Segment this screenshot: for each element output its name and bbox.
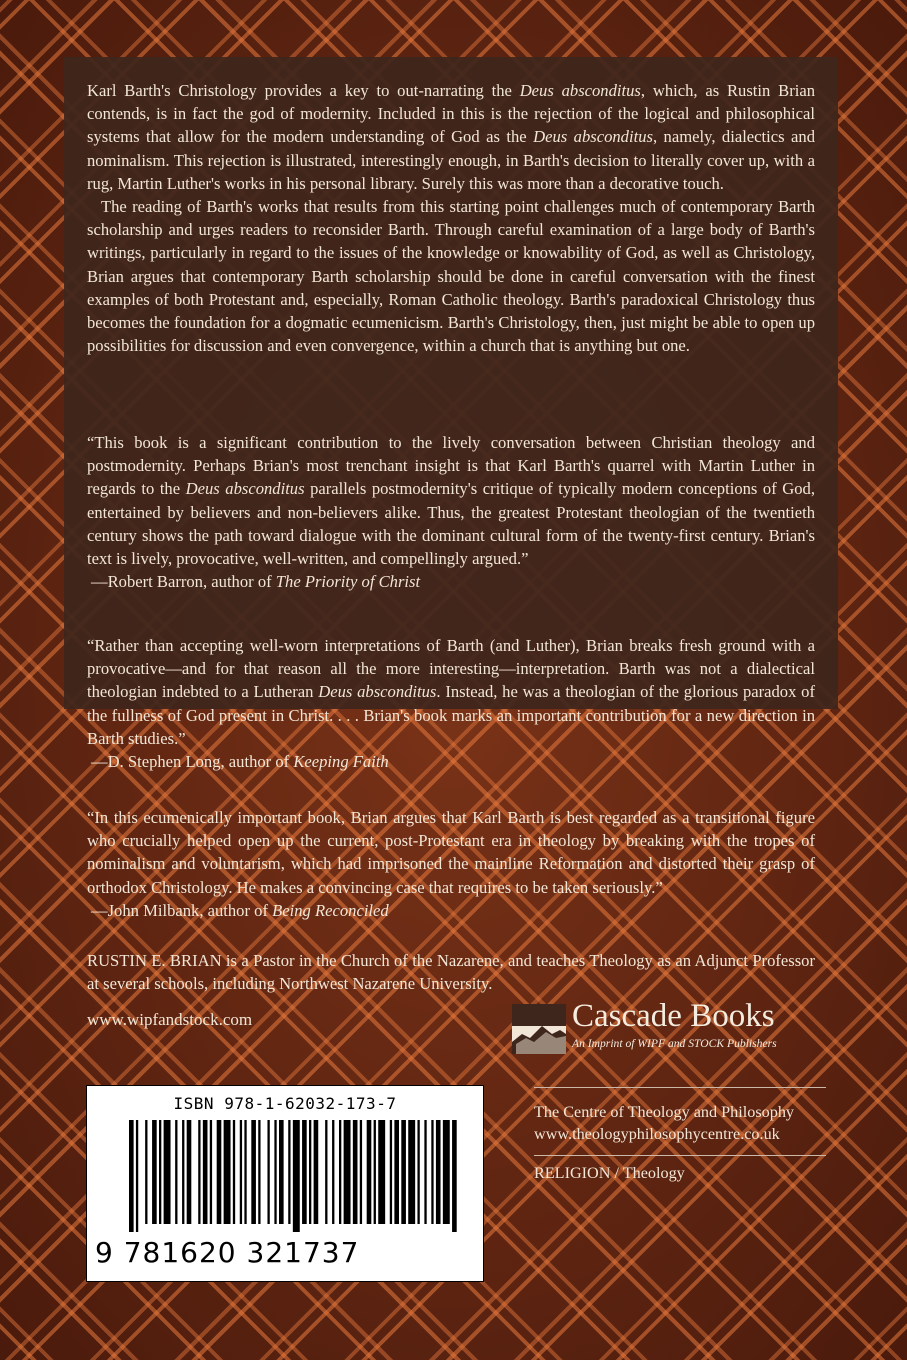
- barcode-bar: [217, 1120, 222, 1224]
- barcode-bar: [152, 1120, 157, 1224]
- barcode-bar: [136, 1120, 138, 1232]
- barcode-bar: [401, 1120, 406, 1224]
- barcode-bar: [339, 1120, 341, 1224]
- endorsement-author: —Robert Barron, author of The Priority of Christ: [91, 572, 421, 592]
- barcode-bar: [309, 1120, 311, 1224]
- barcode-bar: [233, 1120, 235, 1224]
- barcode-bar: [408, 1120, 415, 1224]
- barcode-bar: [288, 1120, 290, 1224]
- endorsement-quote: “In this ecumenically important book, Brian argues that Karl Barth is best regarded as a transitional figure who crucially helped open up the current, post-Protestant era in theology by breaking with the tropes of nominalism and voluntarism, which had imprisoned the mainline Reformation and distorted their grasp of orthodox Christology. He makes a convincing case that requires to be taken seriously.”: [87, 808, 815, 897]
- centre-info: [534, 1101, 794, 1145]
- barcode-bar: [175, 1120, 177, 1224]
- barcode-bar: [390, 1120, 392, 1224]
- barcode-bar: [360, 1120, 362, 1224]
- barcode-bar: [203, 1120, 208, 1224]
- barcode-bar: [293, 1120, 300, 1232]
- barcode-bar: [394, 1120, 399, 1224]
- endorsement-2: [87, 634, 815, 773]
- endorsement-3: [87, 806, 815, 922]
- publisher-name: Cascade Books: [572, 998, 775, 1034]
- endorsement-quote: “Rather than accepting well-worn interpretations of Barth (and Luther), Brian breaks fresh ground with a provocative—and for that reason all the more interesting—interpretation. Barth was not a dialectical theologian indebted to a Lutheran Deus absconditus. Instead, he was a theologian of the glorious paradox of the fullness of God present in Christ. . . . Brian's book marks an important contribution for a new direction in Barth studies.”: [87, 636, 815, 748]
- divider: [534, 1155, 826, 1156]
- barcode-bar: [314, 1120, 319, 1224]
- barcode-bar: [367, 1120, 372, 1224]
- barcode-bars: [129, 1120, 459, 1232]
- barcode-bar: [279, 1120, 284, 1224]
- mountain-icon: [512, 1004, 566, 1054]
- barcode-bar: [443, 1120, 450, 1224]
- barcode-bar: [436, 1120, 441, 1224]
- endorsement-quote: “This book is a significant contribution to the lively conversation between Christian theology and postmodernity. Perhaps Brian's most trenchant insight is that Karl Barth's quarrel with Martin Luther in regards to the Deus absconditus parallels postmodernity's critique of typically modern conceptions of God, entertained by believers and non-believers alike. Thus, the greatest Protestant theologian of the twentieth century shows the path toward dialogue with the dominant cultural form of the twenty-first century. Brian's text is lively, provocative, well-written, and compellingly argued.”: [87, 433, 816, 569]
- barcode-bar: [431, 1120, 433, 1224]
- barcode-bar: [325, 1120, 327, 1224]
- barcode-bar: [374, 1120, 376, 1224]
- centre-url[interactable]: www.theologyphilosophycentre.co.uk: [534, 1125, 780, 1143]
- barcode-bar: [353, 1120, 358, 1224]
- publisher-imprint: An Imprint of WIPF and STOCK Publishers: [572, 1037, 777, 1050]
- barcode-bar: [424, 1120, 426, 1224]
- publisher-website[interactable]: www.wipfandstock.com: [87, 1010, 253, 1029]
- endorsement-1: [87, 431, 815, 593]
- barcode-bar: [210, 1120, 212, 1224]
- divider: [534, 1087, 826, 1088]
- barcode-bar: [378, 1120, 385, 1224]
- blurb: [87, 79, 815, 357]
- barcode-bar: [198, 1120, 200, 1224]
- publisher-logo: [512, 998, 830, 1058]
- barcode-bar: [164, 1120, 171, 1224]
- barcode-bar: [182, 1120, 184, 1224]
- barcode-bar: [274, 1120, 276, 1224]
- barcode-bar: [344, 1120, 351, 1224]
- barcode-bar: [224, 1120, 231, 1224]
- barcode-bar: [129, 1120, 134, 1232]
- author-bio: [87, 949, 815, 995]
- book-category: RELIGION / Theology: [534, 1164, 685, 1182]
- barcode-bar: [240, 1120, 242, 1224]
- barcode-bar: [244, 1120, 246, 1224]
- endorsement-author: —John Milbank, author of Being Reconciled: [91, 900, 389, 920]
- barcode-bar: [302, 1120, 307, 1224]
- barcode-bar: [332, 1120, 334, 1224]
- barcode-bar: [267, 1120, 269, 1224]
- barcode-bar: [145, 1120, 147, 1224]
- barcode-bar: [258, 1120, 260, 1224]
- isbn-label: ISBN 978-1-62032-173-7: [173, 1094, 397, 1113]
- isbn-barcode: [86, 1085, 484, 1282]
- barcode-bar: [187, 1120, 192, 1224]
- endorsement-author: —D. Stephen Long, author of Keeping Faith: [91, 752, 389, 772]
- blurb-paragraph-2: The reading of Barth's works that results from this starting point challenges much of contemporary Barth scholarship and urges readers to reconsider Barth. Through careful examination of a large body of Barth's writings, particularly in regard to the issues of the knowledge or knowability of God, as well as Christology, Brian argues that contemporary Barth scholarship should be done in careful conversation with the finest examples of both Protestant and, especially, Roman Catholic theology. Barth's paradoxical Christology thus becomes the foundation for a dogmatic ecumenicism. Barth's Christology, then, just might be able to open up possibilities for discussion and even convergence, within a church that is anything but one.: [87, 197, 815, 356]
- centre-name: The Centre of Theology and Philosophy: [534, 1103, 795, 1121]
- blurb-paragraph-1: Karl Barth's Christology provides a key to out-narrating the Deus absconditus, which, as Rustin Brian contends, is in fact the god of modernity. Included in this is the rejection of the logical and philosophical systems that allow for the modern understanding of God as the Deus absconditus, namely, dialectics and nominalism. This rejection is illustrated, interestingly enough, in Barth's decision to literally cover up, with a rug, Martin Luther's works in his personal library. Surely this was more than a decorative touch.: [87, 81, 815, 193]
- barcode-bar: [251, 1120, 256, 1224]
- author-bio-text: RUSTIN E. BRIAN is a Pastor in the Church of the Nazarene, and teaches Theology as an Adjunct Professor at several schools, including Northwest Nazarene University.: [87, 951, 815, 994]
- barcode-bar: [417, 1120, 419, 1224]
- barcode-bar: [452, 1120, 457, 1232]
- barcode-bar: [159, 1120, 161, 1224]
- barcode-digits: 9 781620 321737: [95, 1236, 360, 1269]
